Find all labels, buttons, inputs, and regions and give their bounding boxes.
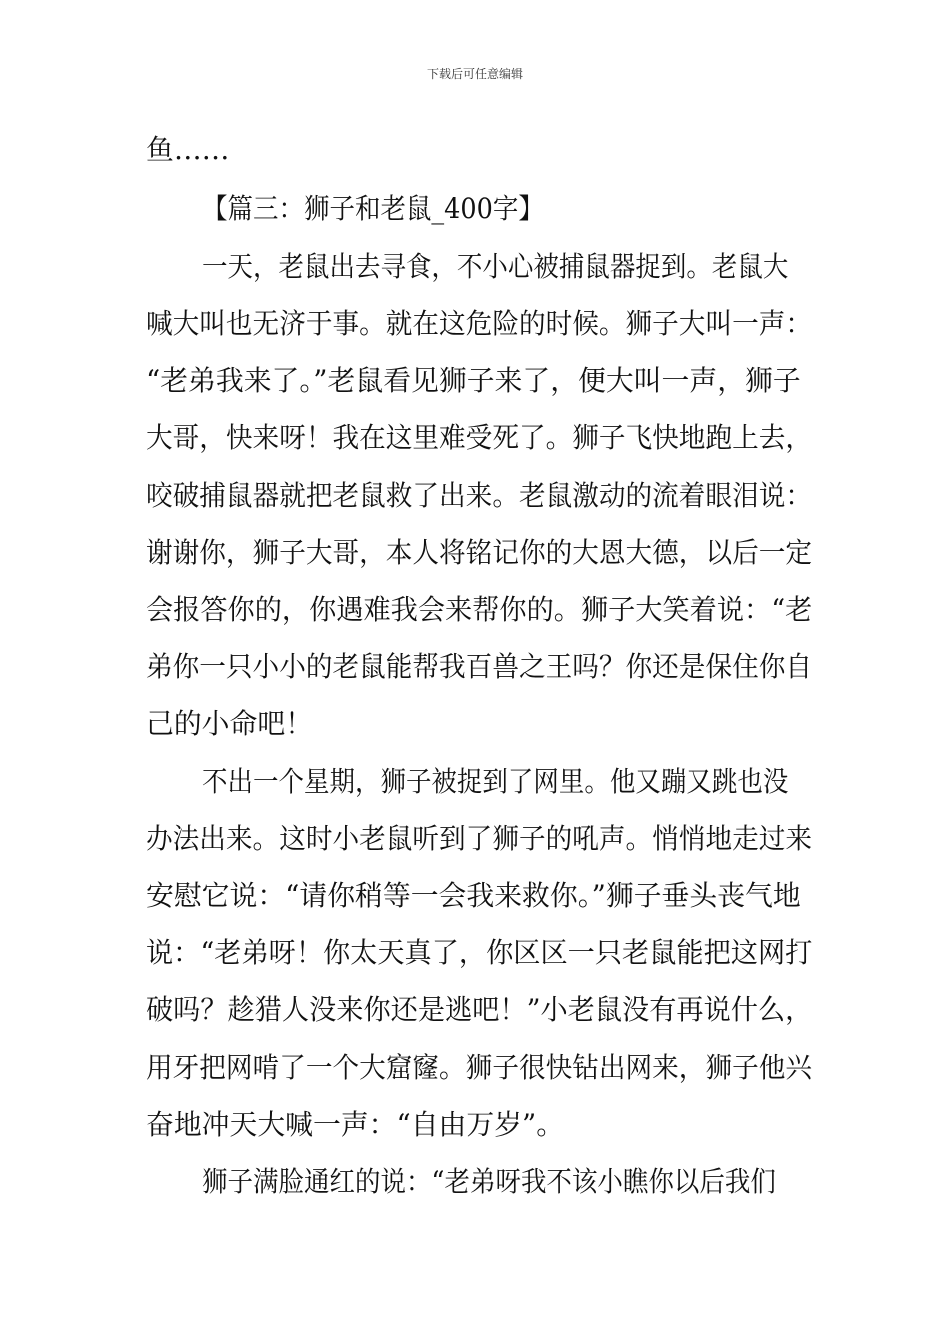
text-line: 己的小命吧！ (146, 707, 314, 740)
text-line: 办法出来。这时小老鼠听到了狮子的吼声。悄悄地走过来 (146, 822, 813, 855)
page-header-note: 下载后可任意编辑 (426, 67, 523, 81)
text-line: “老弟我来了。”老鼠看见狮子来了，便大叫一声，狮子 (146, 364, 801, 397)
text-line: 鱼…… (146, 133, 230, 166)
text-line: 说：“老弟呀！你太天真了，你区区一只老鼠能把这网打 (146, 936, 813, 969)
text-line: 破吗？趁猎人没来你还是逃吧！”小老鼠没有再说什么， (146, 993, 813, 1026)
text-line: 不出一个星期，狮子被捉到了网里。他又蹦又跳也没 (202, 765, 789, 798)
section-heading: 【篇三：狮子和老鼠_400字】 (202, 192, 544, 225)
text-line: 喊大叫也无济于事。就在这危险的时候。狮子大叫一声： (146, 307, 813, 340)
text-line: 用牙把网啃了一个大窟窿。狮子很快钻出网来，狮子他兴 (146, 1051, 813, 1084)
text-line: 谢谢你，狮子大哥，本人将铭记你的大恩大德，以后一定 (146, 536, 813, 569)
text-line: 安慰它说：“请你稍等一会我来救你。”狮子垂头丧气地 (146, 879, 801, 912)
text-line: 弟你一只小小的老鼠能帮我百兽之王吗？你还是保住你自 (146, 650, 813, 683)
text-line: 狮子满脸通红的说：“老弟呀我不该小瞧你以后我们 (202, 1165, 776, 1198)
text-line: 咬破捕鼠器就把老鼠救了出来。老鼠激动的流着眼泪说： (146, 479, 813, 512)
text-line: 奋地冲天大喊一声：“自由万岁”。 (146, 1108, 565, 1141)
text-line: 会报答你的，你遇难我会来帮你的。狮子大笑着说：“老 (146, 593, 813, 626)
text-line: 一天，老鼠出去寻食，不小心被捕鼠器捉到。老鼠大 (202, 250, 789, 283)
text-line: 大哥，快来呀！我在这里难受死了。狮子飞快地跑上去， (146, 421, 813, 454)
